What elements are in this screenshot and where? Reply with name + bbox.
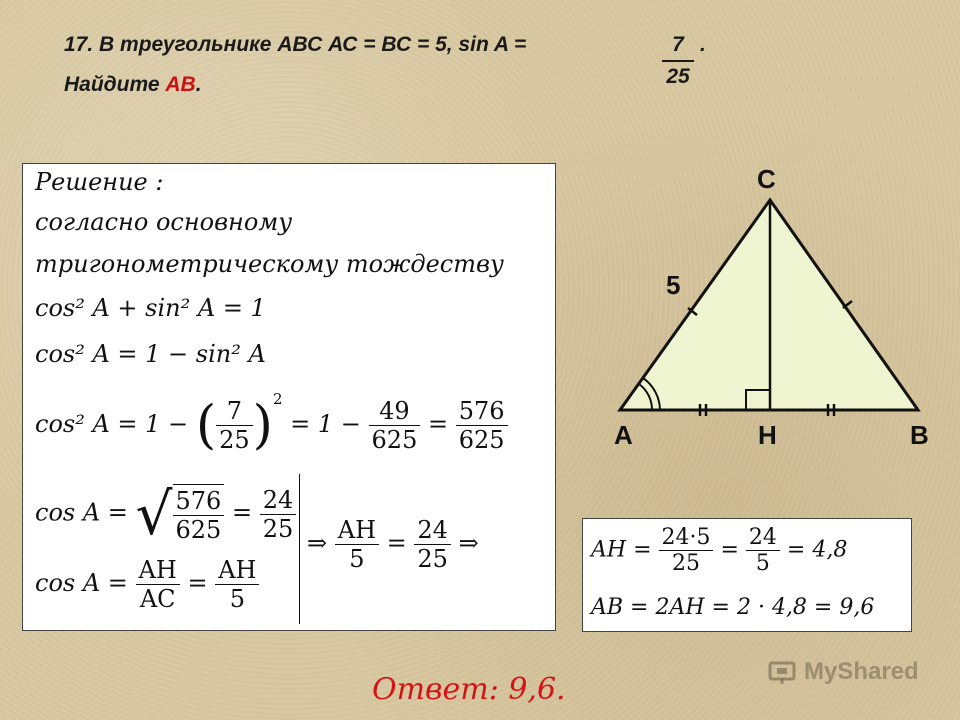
eq5-equals: =	[187, 569, 208, 597]
ab-calculation: AB = 2AH = 2 · 4,8 = 9,6	[591, 595, 875, 620]
foot-label-h: H	[758, 420, 777, 450]
eq5-frac-2: $\frac{AH}{5}$	[215, 556, 259, 613]
eq4-radicand: $\frac{576}{625}$	[173, 484, 225, 544]
solution-text-2: тригонометрическому тождеству	[35, 250, 504, 278]
watermark-text: MyShared	[804, 658, 919, 685]
triangle-diagram	[600, 160, 940, 460]
find-suffix: .	[195, 73, 202, 96]
eq5-lhs: cos A =	[35, 569, 128, 597]
result-box	[582, 518, 912, 632]
find-prefix: Найдите	[64, 73, 166, 96]
vertex-label-b: B	[910, 420, 929, 450]
sin-fraction	[658, 30, 698, 90]
eq3-frac-2: $\frac{49}{625}$	[369, 397, 421, 454]
eq3-lhs: cos² A = 1 −	[35, 410, 189, 438]
eq3-power: 2	[272, 390, 283, 408]
implies-icon: ⇒	[307, 529, 328, 557]
implies-icon-2: ⇒	[458, 529, 479, 557]
eq3-frac-3: $\frac{576}{625}$	[456, 397, 508, 454]
cos-squared-equation: cos² A = 1 − sin² A	[35, 340, 266, 368]
cos-squared-calculation: cos² A = 1 − ( $\frac{7}{25}$ )$^2$ = 1 − $\frac{49}{625}$ = $\frac{576}{625}$	[35, 390, 508, 456]
final-answer: Ответ: 9,6.	[372, 672, 566, 707]
ah-equals: =	[720, 537, 739, 563]
eq4-result: $\frac{24}{25}$	[260, 486, 297, 543]
cos-a-ratio-equation	[35, 556, 259, 613]
eq3-frac-1: $\frac{7}{25}$	[216, 397, 253, 454]
side-length-label: 5	[666, 270, 681, 300]
eq4-lhs: cos A =	[35, 498, 128, 527]
eq5-frac-1: $\frac{AH}{AC}$	[136, 556, 180, 613]
sin-denominator: 25	[666, 65, 690, 88]
eq4-equals: =	[231, 498, 253, 527]
ah-lhs: AH =	[591, 537, 652, 563]
ah-frac-1: $\frac{24\cdot 5}{25}$	[659, 525, 714, 576]
solution-text-1: согласно основному	[35, 208, 293, 236]
implication-divider	[299, 474, 300, 624]
problem-dot: .	[700, 33, 706, 56]
sin-numerator: 7	[672, 33, 684, 56]
ah-calculation	[591, 525, 847, 576]
presentation-icon	[768, 661, 798, 685]
implication-frac-1: $\frac{AH}{5}$	[335, 516, 379, 573]
solution-title: Решение :	[35, 168, 164, 196]
eq3-equals: =	[427, 410, 449, 438]
implication-frac-2: $\frac{24}{25}$	[414, 516, 451, 573]
implication-equals: =	[386, 529, 407, 557]
identity-equation: cos² A + sin² A = 1	[35, 294, 266, 322]
problem-line-2	[64, 70, 202, 100]
find-target: АВ	[165, 73, 196, 96]
cos-a-sqrt-equation: cos A = √ $\frac{576}{625}$ = $\frac{24}{25}$	[35, 480, 296, 548]
eq3-mid: = 1 −	[290, 410, 361, 438]
solution-panel	[22, 163, 556, 631]
vertex-label-c: C	[757, 164, 776, 194]
problem-line-1: 17. В треугольнике АВС АС = ВС = 5, sin A =	[64, 33, 527, 56]
vertex-label-a: A	[614, 420, 633, 450]
ah-frac-2: $\frac{24}{5}$	[746, 525, 780, 576]
ah-result: = 4,8	[786, 537, 848, 563]
implication-equation	[307, 516, 479, 573]
watermark	[768, 658, 919, 686]
